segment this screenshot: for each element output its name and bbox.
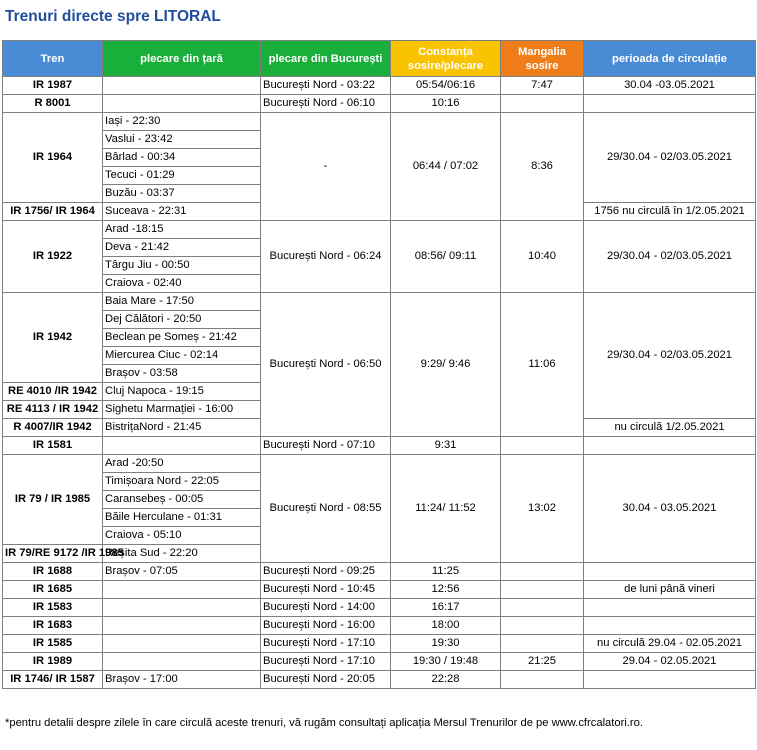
header-constanta: Constanța sosire/plecare xyxy=(391,41,501,77)
table-row xyxy=(3,599,756,617)
period-cell: 29/30.04 - 02/03.05.2021 xyxy=(584,293,756,419)
departure-country-cell: Beclean pe Someș - 21:42 xyxy=(103,329,261,347)
period-cell: 29.04 - 02.05.2021 xyxy=(584,653,756,671)
mangalia-cell xyxy=(501,671,584,689)
mangalia-cell: 8:36 xyxy=(501,113,584,221)
departure-bucuresti-cell: București Nord - 14:00 xyxy=(261,599,391,617)
departure-bucuresti-cell: București Nord - 03:22 xyxy=(261,77,391,95)
header-perioada: perioada de circulație xyxy=(584,41,756,77)
train-number: IR 79/RE 9172 /IR 1985 xyxy=(3,545,103,563)
table-row xyxy=(3,617,756,635)
page-title: Trenuri directe spre LITORAL xyxy=(5,8,221,25)
header-tren: Tren xyxy=(3,41,103,77)
table-row xyxy=(3,113,756,131)
train-number: IR 1685 xyxy=(3,581,103,599)
period-cell: 30.04 - 03.05.2021 xyxy=(584,455,756,563)
table-row xyxy=(3,455,756,473)
departure-bucuresti-cell: București Nord - 06:24 xyxy=(261,221,391,293)
departure-country-cell: Caransebeș - 00:05 xyxy=(103,491,261,509)
departure-country-cell: Buzău - 03:37 xyxy=(103,185,261,203)
period-cell xyxy=(584,599,756,617)
train-number: IR 1688 xyxy=(3,563,103,581)
mangalia-cell: 11:06 xyxy=(501,293,584,437)
departure-country-cell: Cluj Napoca - 19:15 xyxy=(103,383,261,401)
departure-country-cell xyxy=(103,437,261,455)
mangalia-cell: 13:02 xyxy=(501,455,584,563)
train-number: IR 1756/ IR 1964 xyxy=(3,203,103,221)
table-row xyxy=(3,563,756,581)
constanta-cell: 11:25 xyxy=(391,563,501,581)
departure-country-cell: Suceava - 22:31 xyxy=(103,203,261,221)
train-number: IR 1746/ IR 1587 xyxy=(3,671,103,689)
mangalia-cell: 21:25 xyxy=(501,653,584,671)
mangalia-cell xyxy=(501,437,584,455)
mangalia-cell xyxy=(501,581,584,599)
period-cell: 1756 nu circulă în 1/2.05.2021 xyxy=(584,203,756,221)
constanta-cell: 9:29/ 9:46 xyxy=(391,293,501,437)
departure-country-cell: Brașov - 17:00 xyxy=(103,671,261,689)
mangalia-cell xyxy=(501,563,584,581)
train-number: IR 1942 xyxy=(3,293,103,383)
departure-country-cell: Arad -18:15 xyxy=(103,221,261,239)
constanta-cell: 16:17 xyxy=(391,599,501,617)
departure-country-cell: Brașov - 07:05 xyxy=(103,563,261,581)
departure-bucuresti-cell: București Nord - 16:00 xyxy=(261,617,391,635)
departure-country-cell: Miercurea Ciuc - 02:14 xyxy=(103,347,261,365)
departure-bucuresti-cell: București Nord - 06:50 xyxy=(261,293,391,437)
period-cell xyxy=(584,437,756,455)
period-cell: nu circulă 29.04 - 02.05.2021 xyxy=(584,635,756,653)
train-number: RE 4010 /IR 1942 xyxy=(3,383,103,401)
constanta-cell: 05:54/06:16 xyxy=(391,77,501,95)
departure-country-cell xyxy=(103,599,261,617)
departure-bucuresti-cell: București Nord - 10:45 xyxy=(261,581,391,599)
footnote: *pentru detalii despre zilele în care circulă aceste trenuri, vă rugăm consultați aplicația Mersul Trenurilor de pe www.cfrcalatori.ro. xyxy=(5,717,643,729)
period-cell: 30.04 -03.05.2021 xyxy=(584,77,756,95)
departure-country-cell: Tecuci - 01:29 xyxy=(103,167,261,185)
constanta-cell: 19:30 / 19:48 xyxy=(391,653,501,671)
period-cell: nu circulă 1/2.05.2021 xyxy=(584,419,756,437)
train-number: IR 1964 xyxy=(3,113,103,203)
train-number: IR 1922 xyxy=(3,221,103,293)
period-cell xyxy=(584,95,756,113)
departure-bucuresti-cell: București Nord - 08:55 xyxy=(261,455,391,563)
table-row xyxy=(3,293,756,311)
period-cell xyxy=(584,617,756,635)
departure-bucuresti-cell: - xyxy=(261,113,391,221)
departure-country-cell xyxy=(103,635,261,653)
train-number: R 4007/IR 1942 xyxy=(3,419,103,437)
mangalia-cell xyxy=(501,599,584,617)
train-number: RE 4113 / IR 1942 xyxy=(3,401,103,419)
constanta-cell: 11:24/ 11:52 xyxy=(391,455,501,563)
departure-country-cell: Arad -20:50 xyxy=(103,455,261,473)
departure-country-cell: BistrițaNord - 21:45 xyxy=(103,419,261,437)
train-schedule-table xyxy=(2,40,756,689)
period-cell: 29/30.04 - 02/03.05.2021 xyxy=(584,221,756,293)
header-plecare-bucuresti: plecare din București xyxy=(261,41,391,77)
departure-country-cell xyxy=(103,617,261,635)
mangalia-cell: 7:47 xyxy=(501,77,584,95)
departure-bucuresti-cell: București Nord - 20:05 xyxy=(261,671,391,689)
constanta-cell: 12:56 xyxy=(391,581,501,599)
constanta-cell: 06:44 / 07:02 xyxy=(391,113,501,221)
departure-bucuresti-cell: București Nord - 07:10 xyxy=(261,437,391,455)
departure-country-cell: Băile Herculane - 01:31 xyxy=(103,509,261,527)
table-row xyxy=(3,671,756,689)
period-cell xyxy=(584,671,756,689)
header-plecare-tara: plecare din țară xyxy=(103,41,261,77)
departure-country-cell: Deva - 21:42 xyxy=(103,239,261,257)
departure-bucuresti-cell: București Nord - 17:10 xyxy=(261,635,391,653)
departure-country-cell: Craiova - 02:40 xyxy=(103,275,261,293)
train-number: IR 1987 xyxy=(3,77,103,95)
departure-country-cell: Craiova - 05:10 xyxy=(103,527,261,545)
constanta-cell: 22:28 xyxy=(391,671,501,689)
mangalia-cell xyxy=(501,95,584,113)
train-number: IR 79 / IR 1985 xyxy=(3,455,103,545)
train-number: IR 1683 xyxy=(3,617,103,635)
mangalia-cell xyxy=(501,635,584,653)
departure-country-cell xyxy=(103,77,261,95)
departure-country-cell: Dej Călători - 20:50 xyxy=(103,311,261,329)
departure-bucuresti-cell: București Nord - 06:10 xyxy=(261,95,391,113)
train-number: R 8001 xyxy=(3,95,103,113)
departure-country-cell: Iași - 22:30 xyxy=(103,113,261,131)
table-row xyxy=(3,653,756,671)
table-row xyxy=(3,635,756,653)
departure-country-cell: Timișoara Nord - 22:05 xyxy=(103,473,261,491)
constanta-cell: 18:00 xyxy=(391,617,501,635)
table-row xyxy=(3,95,756,113)
table-row xyxy=(3,437,756,455)
departure-country-cell: Vaslui - 23:42 xyxy=(103,131,261,149)
header-row xyxy=(3,41,756,77)
train-number: IR 1583 xyxy=(3,599,103,617)
departure-country-cell: Bârlad - 00:34 xyxy=(103,149,261,167)
departure-country-cell xyxy=(103,581,261,599)
period-cell: 29/30.04 - 02/03.05.2021 xyxy=(584,113,756,203)
departure-bucuresti-cell: București Nord - 17:10 xyxy=(261,653,391,671)
train-number: IR 1989 xyxy=(3,653,103,671)
constanta-cell: 19:30 xyxy=(391,635,501,653)
departure-country-cell: Brașov - 03:58 xyxy=(103,365,261,383)
departure-country-cell xyxy=(103,653,261,671)
departure-country-cell: Baia Mare - 17:50 xyxy=(103,293,261,311)
header-mangalia: Mangalia sosire xyxy=(501,41,584,77)
table-row xyxy=(3,221,756,239)
mangalia-cell: 10:40 xyxy=(501,221,584,293)
table-row xyxy=(3,581,756,599)
departure-country-cell: Târgu Jiu - 00:50 xyxy=(103,257,261,275)
mangalia-cell xyxy=(501,617,584,635)
period-cell: de luni până vineri xyxy=(584,581,756,599)
departure-country-cell xyxy=(103,95,261,113)
constanta-cell: 10:16 xyxy=(391,95,501,113)
train-number: IR 1585 xyxy=(3,635,103,653)
train-number: IR 1581 xyxy=(3,437,103,455)
table-row xyxy=(3,77,756,95)
constanta-cell: 08:56/ 09:11 xyxy=(391,221,501,293)
departure-country-cell: Sighetu Marmației - 16:00 xyxy=(103,401,261,419)
period-cell xyxy=(584,563,756,581)
departure-bucuresti-cell: București Nord - 09:25 xyxy=(261,563,391,581)
constanta-cell: 9:31 xyxy=(391,437,501,455)
departure-country-cell: Reșita Sud - 22:20 xyxy=(103,545,261,563)
